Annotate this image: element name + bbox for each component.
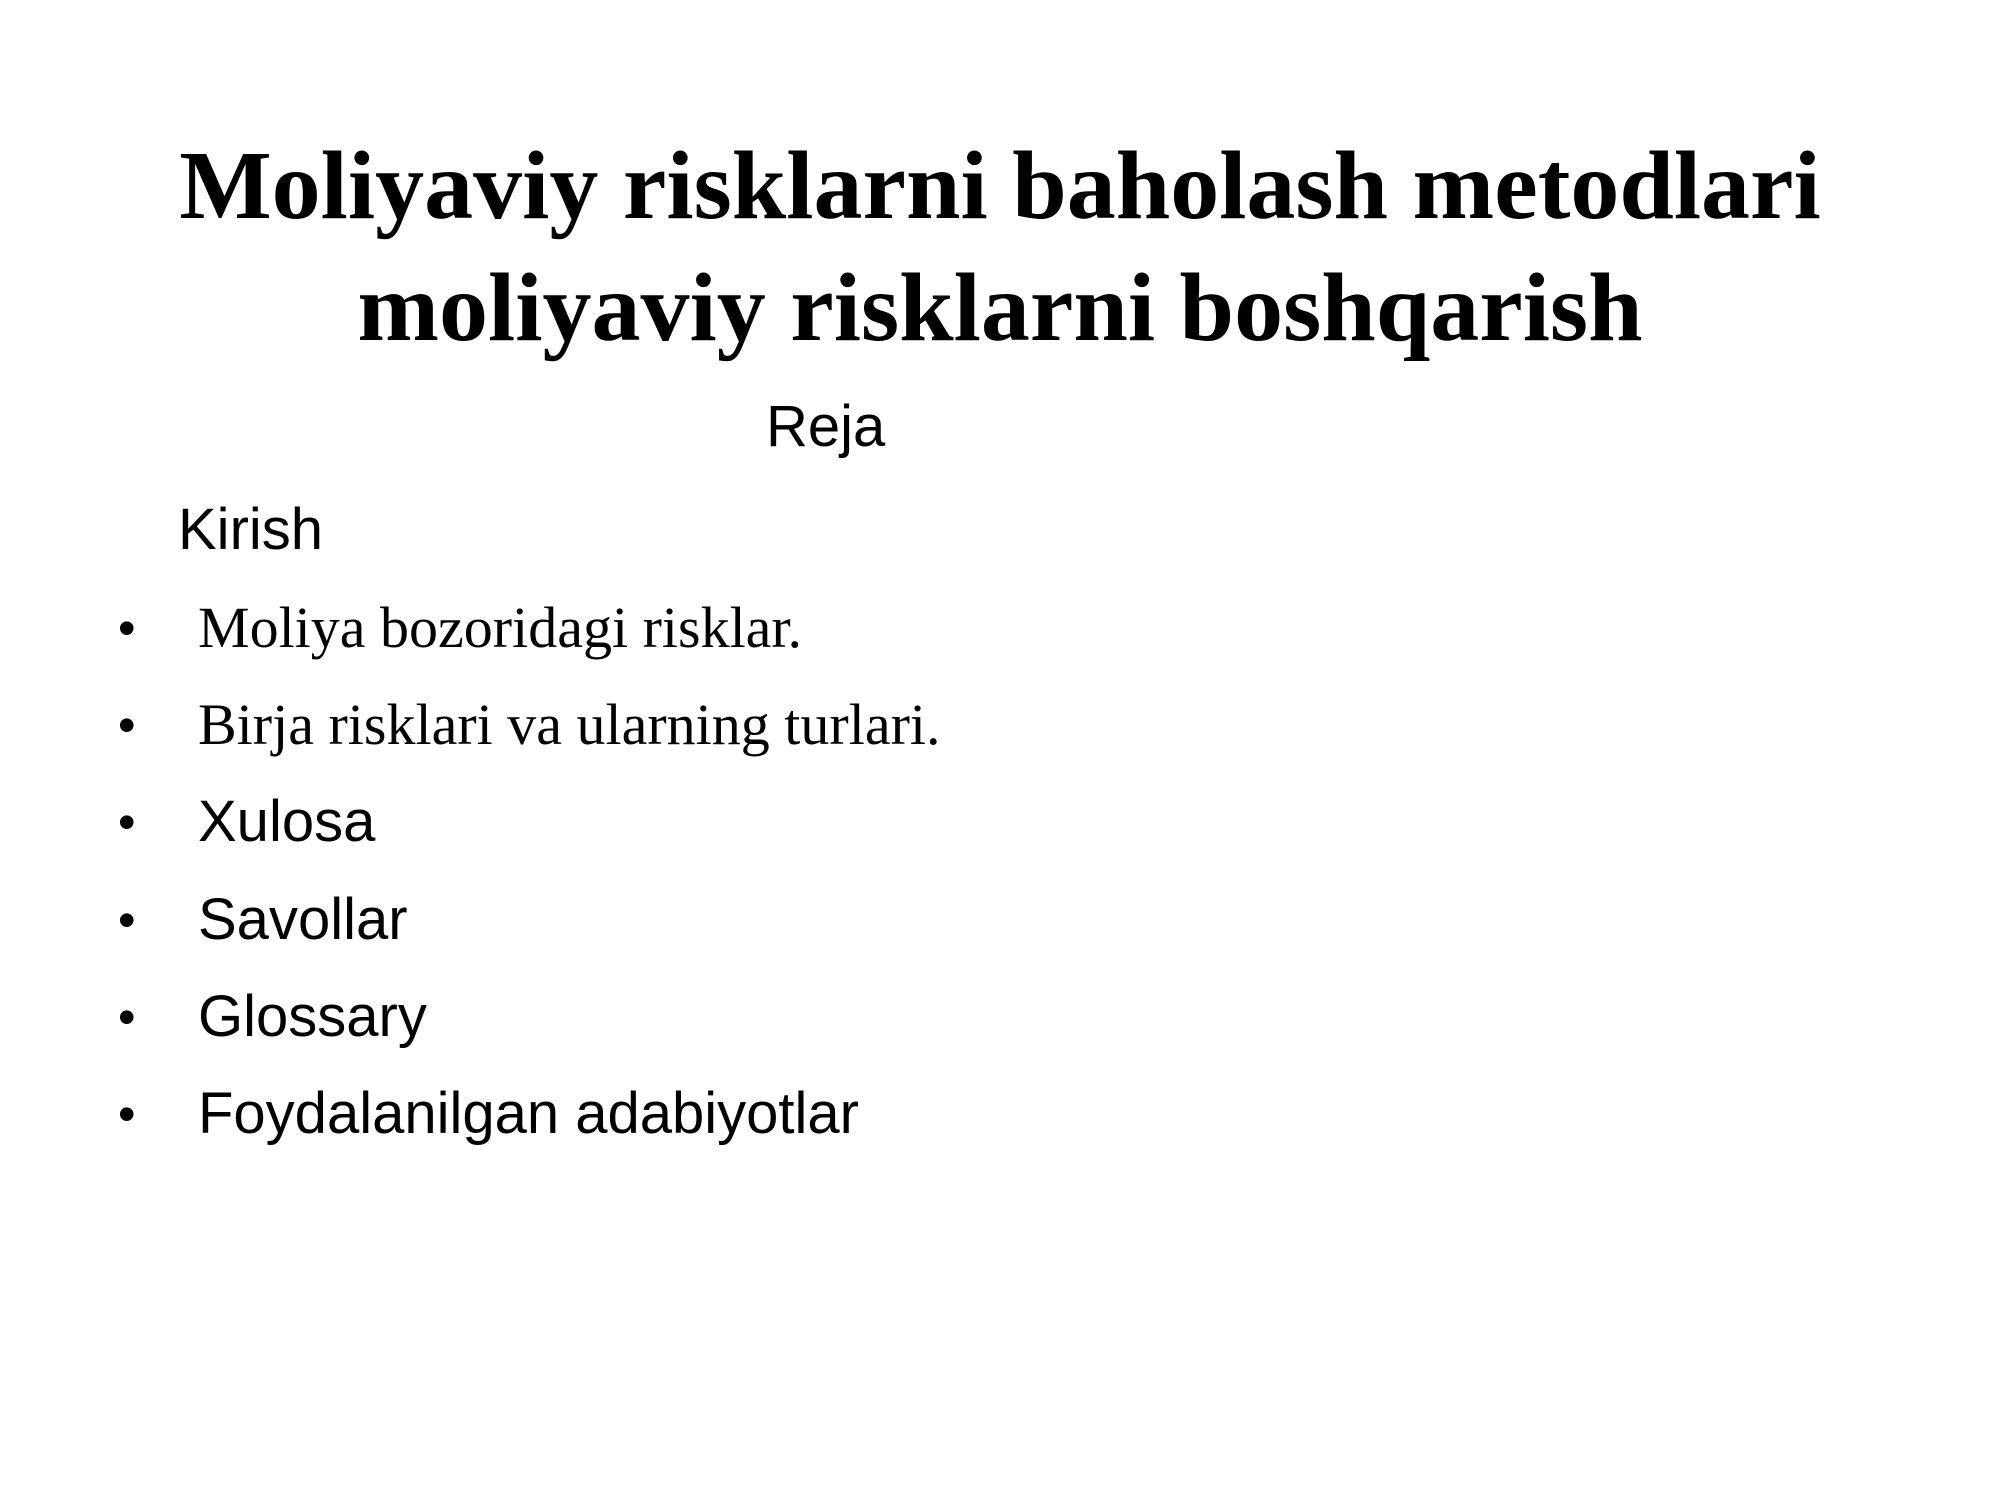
plan-heading: Reja [766,394,886,459]
bullet-icon: • [118,892,136,948]
intro-label: Kirish [178,497,324,562]
bullet-icon: • [118,989,136,1045]
list-item-text: Savollar [198,887,408,952]
slide-title [0,125,2000,369]
list-item-text: Foydalanilgan adabiyotlar [198,1081,859,1146]
list-item-text: Moliya bozoridagi risklar. [198,595,803,660]
list-item-text: Birja risklari va ularning turlari. [198,692,941,757]
bullet-icon: • [118,600,136,656]
bullet-icon: • [118,794,136,850]
bullet-icon: • [118,697,136,753]
slide-title-line-1: Moliyaviy risklarni baholash metodlari [179,132,1821,240]
slide-title-line-2: moliyaviy risklarni boshqarish [357,254,1643,362]
bullet-icon: • [118,1086,136,1142]
list-item-text: Xulosa [198,789,376,854]
list-item-text: Glossary [198,984,427,1049]
